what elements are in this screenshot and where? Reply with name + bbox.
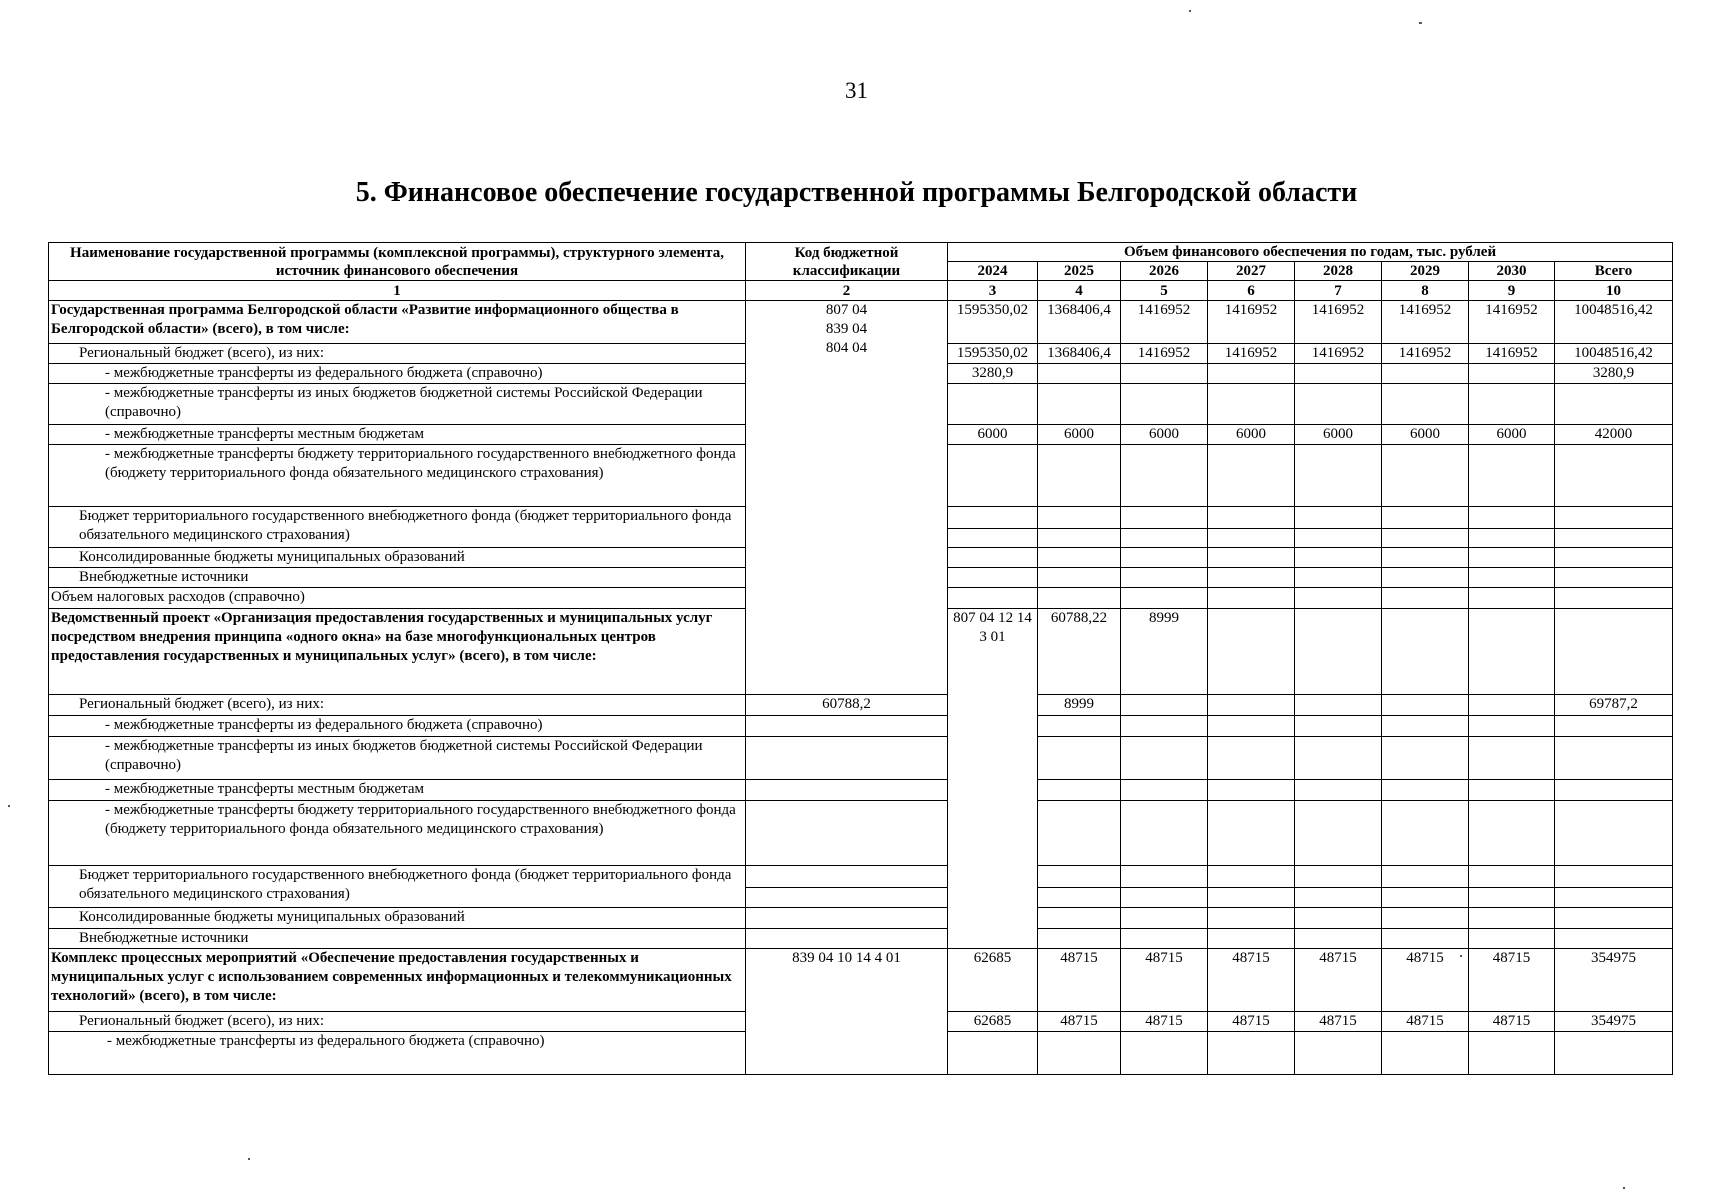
value-cell	[1382, 609, 1469, 695]
fed-transfers-label: - межбюджетные трансферты из федерального бюджета (справочно)	[49, 1032, 746, 1075]
value-cell: 1595350,02	[948, 301, 1038, 344]
value-cell: 48715	[1121, 1012, 1208, 1032]
value-cell: 48715	[1295, 949, 1382, 1012]
value-cell: 10048516,42	[1555, 344, 1673, 364]
municipal-budgets-label: Консолидированные бюджеты муниципальных образований	[49, 548, 746, 568]
table-row	[49, 929, 1673, 949]
col-number: 5	[1121, 281, 1208, 301]
document-title: 5. Финансовое обеспечение государственной программы Белгородской области	[355, 177, 1358, 208]
value-cell: 354975	[1555, 949, 1673, 1012]
value-cell: 48715	[1121, 949, 1208, 1012]
header-name-col: Наименование государственной программы (комплексной программы), структурного элемента, источник финансового обеспечения	[49, 243, 746, 281]
complex-title: Комплекс процессных мероприятий «Обеспечение предоставления государственных и муниципальных услуг с использованием современных информационных и телекоммуникационных технологий» (всего), в том числе:	[49, 949, 746, 1012]
col-number: 9	[1469, 281, 1555, 301]
value-cell: 48715	[1208, 949, 1295, 1012]
value-cell: 3280,9	[948, 364, 1038, 384]
section1-codes	[746, 301, 948, 695]
header-year: 2030	[1469, 262, 1555, 281]
budget-code: 839 04 10 14 4 01	[746, 949, 948, 1075]
value-cell: 354975	[1555, 1012, 1673, 1032]
value-cell: 8999	[1038, 695, 1121, 716]
header-volume-col: Объем финансового обеспечения по годам, тыс. рублей	[948, 243, 1673, 262]
value-cell: 6000	[1121, 425, 1208, 445]
header-year: 2029	[1382, 262, 1469, 281]
value-cell: 6000	[1382, 425, 1469, 445]
value-cell: 69787,2	[1555, 695, 1673, 716]
fed-transfers-label: - межбюджетные трансферты из федерального бюджета (справочно)	[49, 716, 746, 737]
col-number: 8	[1382, 281, 1469, 301]
header-total: Всего	[1555, 262, 1673, 281]
value-cell	[1038, 364, 1121, 384]
scan-speck	[1419, 22, 1422, 24]
value-cell	[1295, 364, 1382, 384]
scan-speck	[1189, 10, 1191, 12]
header-code-col: Код бюджетной классификации	[746, 243, 948, 281]
table-row	[49, 695, 1673, 716]
table-row	[49, 301, 1673, 344]
value-cell	[1555, 609, 1673, 695]
value-cell: 42000	[1555, 425, 1673, 445]
budget-code: 807 04 12 14 3 01	[948, 609, 1038, 949]
header-year: 2028	[1295, 262, 1382, 281]
value-cell: 6000	[1038, 425, 1121, 445]
table-row	[49, 949, 1673, 1012]
program-title: Государственная программа Белгородской области «Развитие информационного общества в Белгородской области» (всего), в том числе:	[49, 301, 746, 344]
local-transfers-label: - межбюджетные трансферты местным бюджетам	[49, 780, 746, 801]
value-cell: 6000	[1295, 425, 1382, 445]
value-cell: 6000	[948, 425, 1038, 445]
table-row	[49, 866, 1673, 888]
value-cell: 1416952	[1469, 301, 1555, 344]
tfoms-budget-label: Бюджет территориального государственного внебюджетного фонда (бюджет территориального фонда обязательного медицинского страхования)	[49, 507, 746, 548]
value-cell	[1208, 364, 1295, 384]
budget-code: 804 04	[825, 340, 868, 356]
budget-code: 807 04	[825, 302, 868, 318]
value-cell	[1469, 364, 1555, 384]
header-row-top	[49, 243, 1673, 262]
col-number: 4	[1038, 281, 1121, 301]
header-colnum-row	[49, 281, 1673, 301]
value-cell: 48715	[1038, 1012, 1121, 1032]
tfoms-transfers-label: - межбюджетные трансферты бюджету территориального государственного внебюджетного фонда (бюджету территориального фонда обязательного медицинского страхования)	[49, 445, 746, 507]
col-number: 1	[49, 281, 746, 301]
col-number: 10	[1555, 281, 1673, 301]
value-cell: 6000	[1469, 425, 1555, 445]
financing-table	[48, 242, 1673, 1075]
value-cell	[1469, 609, 1555, 695]
value-cell: 1595350,02	[948, 344, 1038, 364]
table-row	[49, 780, 1673, 801]
value-cell: 10048516,42	[1555, 301, 1673, 344]
value-cell: 1416952	[1295, 344, 1382, 364]
table-row	[49, 716, 1673, 737]
tax-expenses-label: Объем налоговых расходов (справочно)	[49, 588, 746, 609]
value-cell	[1295, 609, 1382, 695]
other-transfers-label: - межбюджетные трансферты из иных бюджетов бюджетной системы Российской Федерации (справочно)	[49, 737, 746, 780]
tfoms-budget-label: Бюджет территориального государственного внебюджетного фонда (бюджет территориального фонда обязательного медицинского страхования)	[49, 866, 746, 908]
header-year: 2024	[948, 262, 1038, 281]
header-year: 2026	[1121, 262, 1208, 281]
tfoms-transfers-label: - межбюджетные трансферты бюджету территориального государственного внебюджетного фонда (бюджету территориального фонда обязательного медицинского страхования)	[49, 801, 746, 866]
value-cell: 1416952	[1382, 301, 1469, 344]
table-row	[49, 801, 1673, 866]
value-cell	[1295, 695, 1382, 716]
regional-budget-label: Региональный бюджет (всего), из них:	[49, 695, 746, 716]
other-transfers-label: - межбюджетные трансферты из иных бюджетов бюджетной системы Российской Федерации (справочно)	[49, 384, 746, 425]
value-cell: 48715	[1038, 949, 1121, 1012]
table-row	[49, 908, 1673, 929]
regional-budget-label: Региональный бюджет (всего), из них:	[49, 1012, 746, 1032]
value-cell: 1416952	[1295, 301, 1382, 344]
value-cell	[1121, 364, 1208, 384]
value-cell	[1208, 695, 1295, 716]
value-cell: 62685	[948, 1012, 1038, 1032]
value-cell: 60788,22	[1038, 609, 1121, 695]
value-cell: 8999	[1121, 609, 1208, 695]
scan-speck	[8, 805, 10, 807]
extrabudget-label: Внебюджетные источники	[49, 568, 746, 588]
page-number: 31	[845, 78, 868, 103]
col-number: 2	[746, 281, 948, 301]
value-cell: 1368406,4	[1038, 301, 1121, 344]
local-transfers-label: - межбюджетные трансферты местным бюджетам	[49, 425, 746, 445]
value-cell: 48715	[1208, 1012, 1295, 1032]
project-title: Ведомственный проект «Организация предоставления государственных и муниципальных услуг посредством внедрения принципа «одного окна» на базе многофункциональных центров предоставления государственных и муниципальных услуг» (всего), в том числе:	[49, 609, 746, 695]
header-year: 2027	[1208, 262, 1295, 281]
value-cell	[1469, 695, 1555, 716]
value-cell: 48715	[1469, 949, 1555, 1012]
value-cell: 1416952	[1121, 344, 1208, 364]
value-cell: 62685	[948, 949, 1038, 1012]
value-cell: 48715	[1469, 1012, 1555, 1032]
scan-speck	[1623, 1187, 1625, 1189]
value-cell: 1416952	[1382, 344, 1469, 364]
value-cell: 1416952	[1469, 344, 1555, 364]
header-year: 2025	[1038, 262, 1121, 281]
value-cell	[1382, 364, 1469, 384]
value-cell	[1382, 695, 1469, 716]
municipal-budgets-label: Консолидированные бюджеты муниципальных образований	[49, 908, 746, 929]
table-row	[49, 737, 1673, 780]
scan-speck	[1460, 955, 1462, 957]
regional-budget-label: Региональный бюджет (всего), из них:	[49, 344, 746, 364]
value-cell	[1121, 695, 1208, 716]
value-cell: 48715	[1295, 1012, 1382, 1032]
value-cell: 48715	[1382, 1012, 1469, 1032]
value-cell: 3280,9	[1555, 364, 1673, 384]
col-number: 3	[948, 281, 1038, 301]
budget-code: 839 04	[825, 321, 868, 337]
value-cell: 1368406,4	[1038, 344, 1121, 364]
value-cell: 6000	[1208, 425, 1295, 445]
fed-transfers-label: - межбюджетные трансферты из федерального бюджета (справочно)	[49, 364, 746, 384]
extrabudget-label: Внебюджетные источники	[49, 929, 746, 949]
scan-speck	[248, 1158, 250, 1160]
value-cell: 1416952	[1208, 301, 1295, 344]
value-cell: 48715	[1382, 949, 1469, 1012]
value-cell: 1416952	[1121, 301, 1208, 344]
value-cell	[1208, 609, 1295, 695]
value-cell: 1416952	[1208, 344, 1295, 364]
value-cell: 60788,2	[746, 695, 948, 716]
col-number: 6	[1208, 281, 1295, 301]
col-number: 7	[1295, 281, 1382, 301]
